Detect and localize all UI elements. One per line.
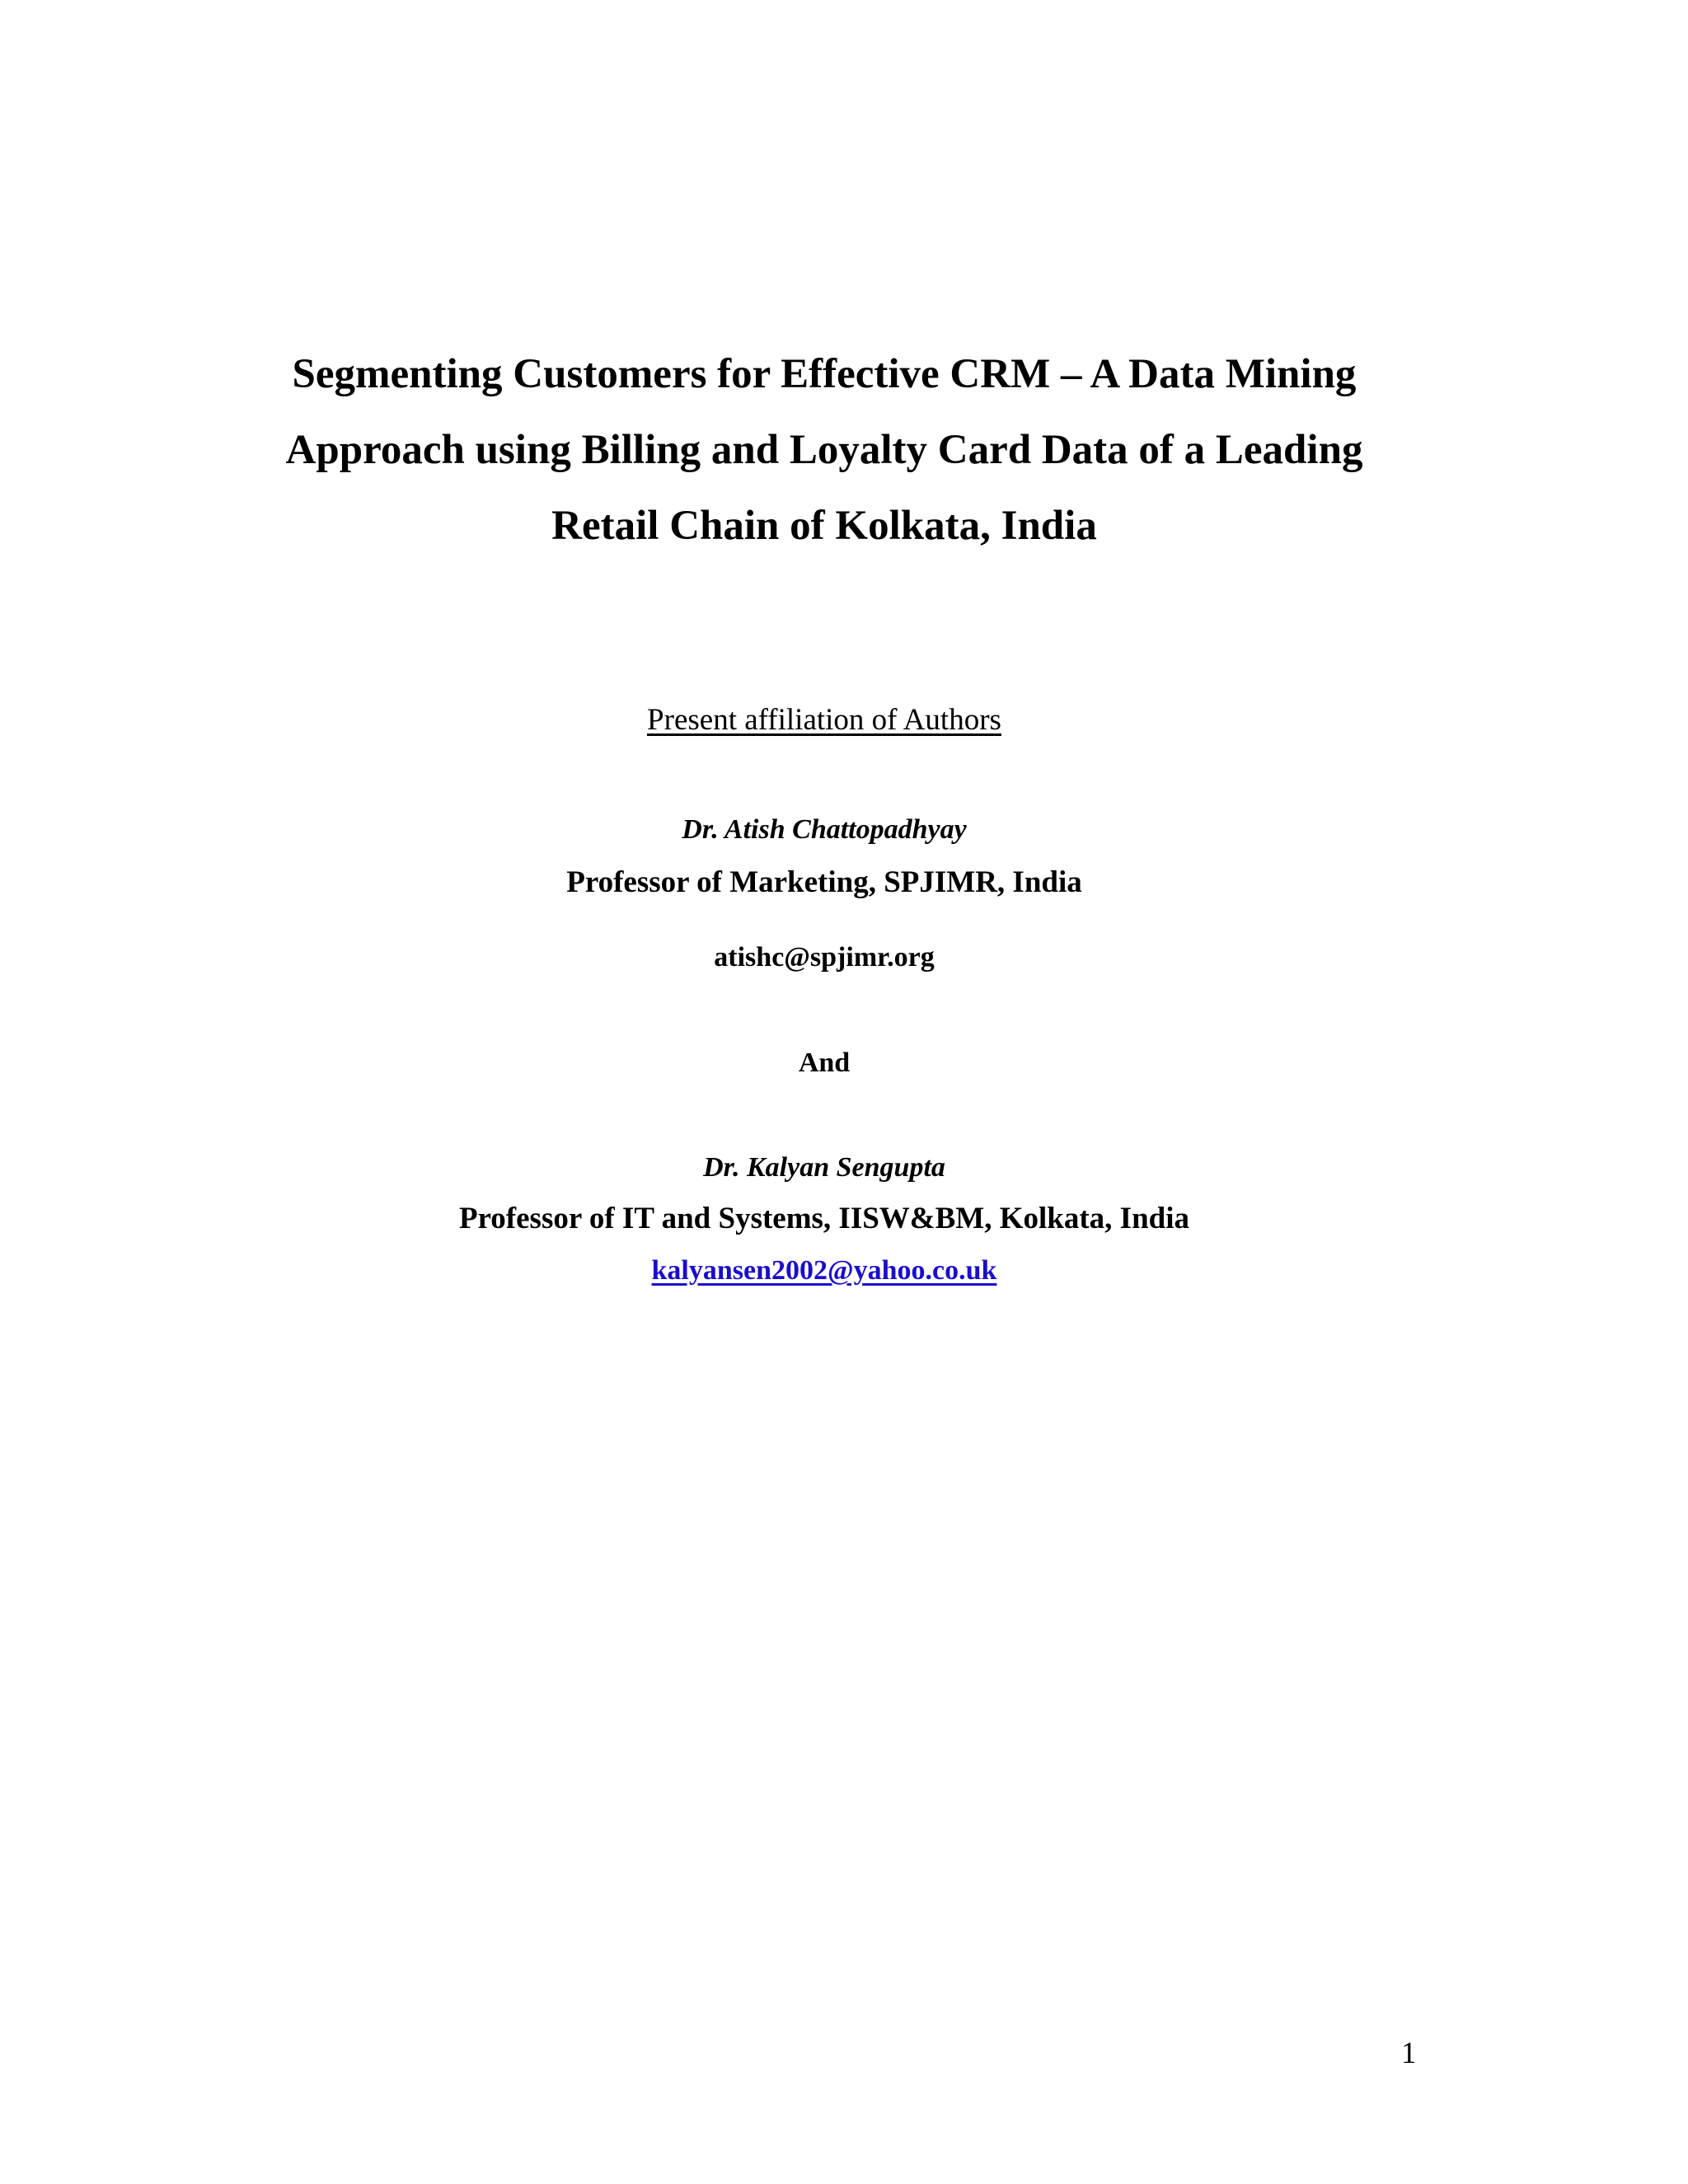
title-line-3: Retail Chain of Kolkata, India (551, 503, 1097, 549)
author-2-role: Professor of IT and Systems, IISW&BM, Kolkata, India (458, 1202, 1190, 1235)
author-1-role: Professor of Marketing, SPJIMR, India (566, 865, 1082, 899)
title-line-1: Segmenting Customers for Effective CRM – A Data Mining (292, 351, 1357, 397)
affiliation-heading: Present affiliation of Authors (647, 703, 1001, 737)
author-1-email: atishc@spjimr.org (714, 942, 935, 972)
author-2-name: Dr. Kalyan Sengupta (703, 1152, 945, 1183)
paper-title (165, 336, 1484, 564)
author-1-name: Dr. Atish Chattopadhyay (682, 814, 967, 845)
author-2-email-link[interactable]: kalyansen2002@yahoo.co.uk (651, 1255, 997, 1286)
page-number: 1 (1401, 2036, 1417, 2070)
author-connector: And (798, 1047, 851, 1078)
title-line-2: Approach using Billing and Loyalty Card Data of a Leading (285, 427, 1363, 473)
